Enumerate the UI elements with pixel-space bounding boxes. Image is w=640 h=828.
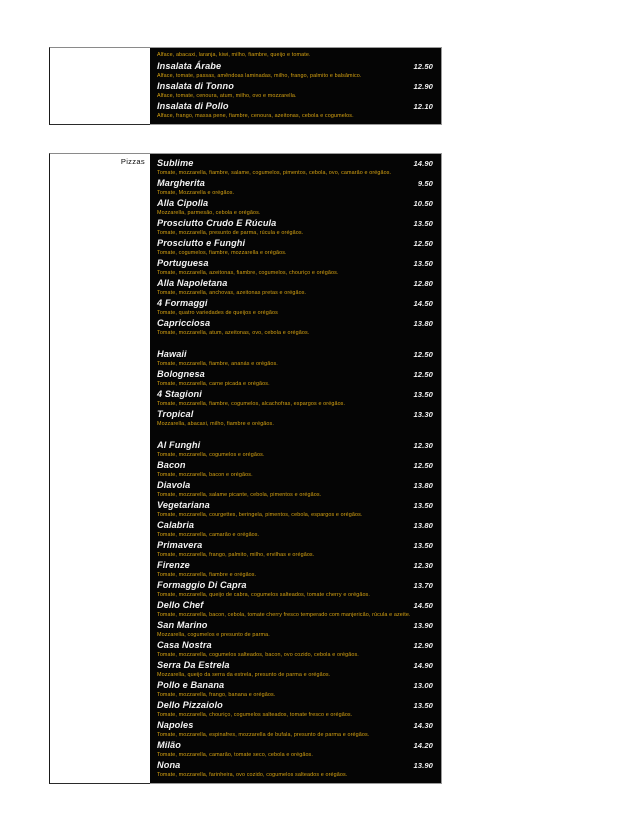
- dish-name: Pollo e Banana: [157, 679, 225, 690]
- dish-price: 13.80: [413, 520, 433, 530]
- dish-name: Dello Chef: [157, 599, 204, 610]
- dish-description: Mozzarella, parmesão, cebola e orégãos.: [157, 209, 261, 216]
- dish-description: Tomate, mozzarella, fiambre e orégãos.: [157, 571, 257, 578]
- dish-description: Tomate, mozzarella, cogumelos salteados, bacon, ovo cozido, cebola e orégãos.: [157, 651, 359, 658]
- category-column: [49, 153, 150, 784]
- dish-name: Margherita: [157, 177, 205, 188]
- menu-item-row: [157, 218, 435, 229]
- dish-description: Mozzarella, cogumelos e presunto de parma.: [157, 631, 270, 638]
- dish-price: 14.50: [413, 298, 433, 308]
- dish-description: Tomate, quatro variedades de queijos e orégãos: [157, 309, 278, 316]
- dish-description: Tomate, mozzarella, presunto de parma, rúcula e orégãos.: [157, 229, 304, 236]
- menu-item-row: [157, 700, 435, 711]
- dish-price: 13.90: [413, 620, 433, 630]
- dish-description: Tomate, mozzarella, fiambre, cogumelos, alcachofras, espargos e orégãos.: [157, 400, 346, 407]
- dish-description: Alface, abacaxi, laranja, kiwi, milho, fiambre, queijo e tomate.: [157, 52, 311, 58]
- dish-price: 13.30: [413, 409, 433, 419]
- menu-item-row: [157, 680, 435, 691]
- dish-name: Casa Nostra: [157, 639, 212, 650]
- dish-price: 12.90: [413, 640, 433, 650]
- dish-name: Insalata di Pollo: [157, 100, 229, 111]
- dish-description: Tomate, mozzarella, courgettes, beringela, pimentos, cebola, espargos e orégãos.: [157, 511, 363, 518]
- dish-description: Alface, tomate, cenoura, atum, milho, ovo e mozzarella.: [157, 92, 297, 99]
- dish-name: Insalata Árabe: [157, 60, 222, 71]
- menu-block-salads: [49, 47, 442, 125]
- menu-item-row: [157, 540, 435, 551]
- dish-name: Bolognesa: [157, 368, 205, 379]
- menu-item-row: [157, 460, 435, 471]
- menu-item-row: [157, 480, 435, 491]
- dish-price: 12.80: [413, 278, 433, 288]
- dish-description: Tomate, mozzarella, frango, banana e orégãos.: [157, 691, 276, 698]
- menu-item-row: [157, 389, 435, 400]
- dish-name: Prosciutto Crudo E Rúcula: [157, 217, 277, 228]
- dish-name: Portuguesa: [157, 257, 209, 268]
- dish-price: 13.50: [413, 540, 433, 550]
- dish-description: Tomate, mozzarella, salame picante, cebola, pimentos e orégãos.: [157, 491, 322, 498]
- dish-description: Tomate, mozzarella, frango, palmito, milho, ervilhas e orégãos.: [157, 551, 315, 558]
- dish-name: 4 Stagioni: [157, 388, 202, 399]
- dish-price: 13.90: [413, 760, 433, 770]
- dish-name: Alla Cipolla: [157, 197, 209, 208]
- dish-name: Milão: [157, 739, 181, 750]
- dish-description: Tomate, mozzarella, chouriço, cogumelos salteados, tomate fresco e orégãos.: [157, 711, 353, 718]
- dish-name: Prosciutto e Funghi: [157, 237, 246, 248]
- menu-item-row: [157, 760, 435, 771]
- dish-name: Vegetariana: [157, 499, 210, 510]
- menu-item-row: [157, 369, 435, 380]
- menu-item-row: [157, 740, 435, 751]
- menu-item-row: [157, 258, 435, 269]
- menu-block-pizzas: [49, 153, 442, 784]
- dish-description: Alface, tomate, passas, amêndoas laminadas, milho, frango, palmito e balsâmico.: [157, 72, 362, 79]
- items-column: [150, 153, 442, 784]
- dish-description: Tomate, mozzarella, carne picada e orégãos.: [157, 380, 270, 387]
- dish-name: Nona: [157, 759, 181, 770]
- dish-description: Tomate, mozzarella, espinafres, mozzarella de bufala, presunto de parma e orégãos.: [157, 731, 370, 738]
- dish-name: Hawaii: [157, 348, 187, 359]
- dish-price: 12.30: [413, 560, 433, 570]
- dish-price: 13.50: [413, 700, 433, 710]
- dish-name: Formaggio Di Capra: [157, 579, 247, 590]
- dish-name: Diavola: [157, 479, 191, 490]
- dish-price: 13.80: [413, 480, 433, 490]
- dish-description: Tomate, mozzarella, azeitonas, fiambre, cogumelos, chouriço e orégãos.: [157, 269, 339, 276]
- dish-price: 14.30: [413, 720, 433, 730]
- menu-item-row: [157, 640, 435, 651]
- menu-item-row: [157, 318, 435, 329]
- dish-price: 14.20: [413, 740, 433, 750]
- group-spacer: [157, 337, 435, 348]
- items-column: [150, 47, 442, 125]
- dish-price: 13.70: [413, 580, 433, 590]
- dish-price: 14.90: [413, 660, 433, 670]
- dish-name: Bacon: [157, 459, 186, 470]
- dish-description: Tomate, mozzarella, anchovas, azeitonas pretas e orégãos.: [157, 289, 307, 296]
- dish-description: Mozzarella, queijo da serra da estrela, presunto de parma e orégãos.: [157, 671, 331, 678]
- dish-price: 14.90: [413, 158, 433, 168]
- dish-description: Tomate, mozzarella, bacon, cebola, tomate cherry fresco temperado com manjericão, rúcula e azeite.: [157, 611, 411, 618]
- dish-name: 4 Formaggi: [157, 297, 208, 308]
- menu-item-row: [157, 298, 435, 309]
- menu-item-row: [157, 600, 435, 611]
- menu-item-row: [157, 560, 435, 571]
- menu-item-row: [157, 440, 435, 451]
- dish-price: 12.50: [413, 460, 433, 470]
- menu-item-row: [157, 520, 435, 531]
- dish-description: Tomate, Mozzarella e orégãos.: [157, 189, 235, 196]
- dish-name: Napoles: [157, 719, 194, 730]
- dish-price: 13.80: [413, 318, 433, 328]
- dish-name: Dello Pizzaiolo: [157, 699, 223, 710]
- dish-price: 12.50: [413, 349, 433, 359]
- dish-description: Tomate, mozzarella, fiambre, salame, cogumelos, pimentos, cebola, ovo, camarão e orégãos.: [157, 169, 392, 176]
- dish-price: 13.50: [413, 500, 433, 510]
- dish-price: 12.50: [413, 369, 433, 379]
- dish-name: Sublime: [157, 157, 194, 168]
- menu-item-row: [157, 620, 435, 631]
- dish-name: Al Funghi: [157, 439, 201, 450]
- dish-description: Tomate, mozzarella, queijo de cabra, cogumelos salteados, tomate cherry e orégãos.: [157, 591, 370, 598]
- dish-price: 13.50: [413, 389, 433, 399]
- menu-item-row: [157, 81, 435, 92]
- menu-item-row: [157, 198, 435, 209]
- menu-item-row: [157, 238, 435, 249]
- dish-price: 13.00: [413, 680, 433, 690]
- dish-description: Tomate, mozzarella, bacon e orégãos.: [157, 471, 253, 478]
- dish-description: Tomate, mozzarella, fiambre, ananás e orégãos.: [157, 360, 278, 367]
- dish-name: Primavera: [157, 539, 203, 550]
- dish-name: Insalata di Tonno: [157, 80, 234, 91]
- dish-price: 12.30: [413, 440, 433, 450]
- dish-description: Tomate, mozzarella, atum, azeitonas, ovo, cebola e orégãos.: [157, 329, 310, 336]
- dish-name: Calabria: [157, 519, 195, 530]
- menu-item-row: [157, 349, 435, 360]
- dish-price: 12.50: [413, 61, 433, 71]
- dish-name: Tropical: [157, 408, 194, 419]
- dish-price: 13.50: [413, 258, 433, 268]
- menu-item-row: [157, 178, 435, 189]
- dish-name: Firenze: [157, 559, 190, 570]
- dish-description: Tomate, mozzarella, camarão, tomate seco, cebola e orégãos.: [157, 751, 313, 758]
- dish-name: San Marino: [157, 619, 208, 630]
- dish-price: 10.50: [413, 198, 433, 208]
- category-column: [49, 47, 150, 125]
- menu-item-row: [157, 61, 435, 72]
- dish-price: 13.50: [413, 218, 433, 228]
- dish-description: Tomate, mozzarella, farinheira, ovo cozido, cogumelos salteados e orégãos.: [157, 771, 348, 778]
- dish-description: Mozzarella, abacaxi, milho, fiambre e orégãos.: [157, 420, 274, 427]
- dish-price: 9.50: [417, 178, 433, 188]
- menu-item-row: [157, 278, 435, 289]
- dish-description: Tomate, mozzarella, cogumelos e orégãos.: [157, 451, 265, 458]
- category-label-pizzas: Pizzas: [120, 157, 145, 166]
- dish-name: Capricciosa: [157, 317, 211, 328]
- dish-price: 12.10: [413, 101, 433, 111]
- dish-description: Tomate, mozzarella, camarão e orégãos.: [157, 531, 260, 538]
- menu-item-row: [157, 720, 435, 731]
- menu-item-row: [157, 660, 435, 671]
- dish-price: 12.90: [413, 81, 433, 91]
- dish-description: Alface, frango, massa pene, fiambre, cenoura, azeitonas, cebola e cogumelos.: [157, 112, 354, 119]
- menu-item-row: [157, 580, 435, 591]
- menu-item-row: [157, 101, 435, 112]
- dish-name: Serra Da Estrela: [157, 659, 230, 670]
- dish-description: Tomate, cogumelos, fiambre, mozzarella e orégãos.: [157, 249, 287, 256]
- dish-name: Alla Napoletana: [157, 277, 228, 288]
- menu-item-row: [157, 409, 435, 420]
- menu-item-row: [157, 500, 435, 511]
- menu-item-row: [157, 158, 435, 169]
- dish-price: 14.50: [413, 600, 433, 610]
- dish-price: 12.50: [413, 238, 433, 248]
- group-spacer: [157, 428, 435, 439]
